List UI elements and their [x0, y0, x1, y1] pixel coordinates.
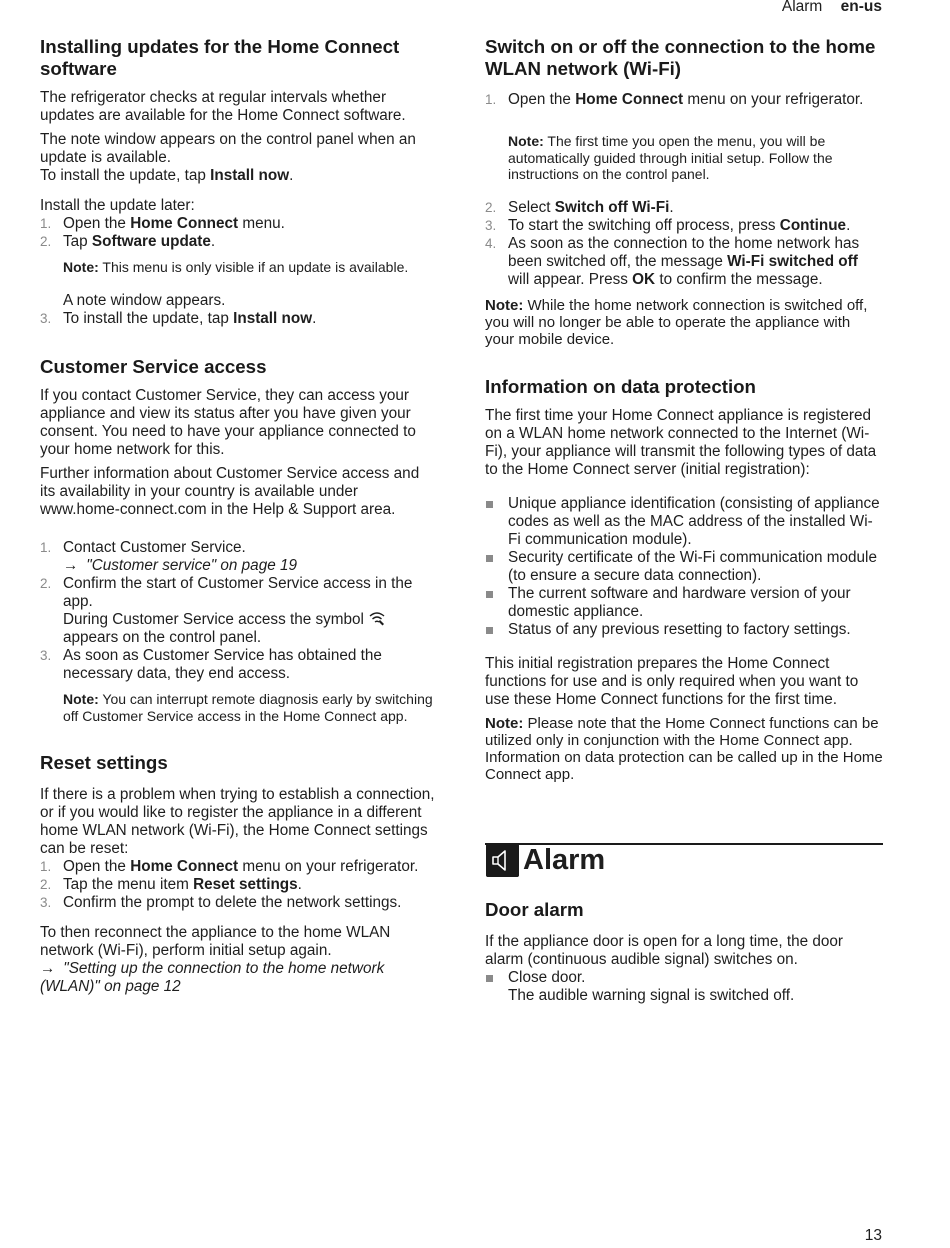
updates-note — [63, 259, 438, 276]
updates-step-2 — [40, 233, 438, 310]
data-bullet-item: Security certificate of the Wi-Fi communication module (to ensure a secure data connection). — [485, 549, 883, 585]
install-now-label: Install now — [210, 167, 290, 184]
text: The audible warning signal is switched off. — [508, 986, 795, 1004]
reset-paragraph-2: To then reconnect the appliance to the home WLAN network (Wi-Fi), perform initial setup again. — [40, 923, 391, 959]
text: Open the — [508, 91, 576, 108]
csa-step-1 — [40, 539, 438, 575]
text: To install the update, tap — [63, 309, 234, 327]
csa-cross-reference[interactable] — [63, 557, 297, 574]
step-number: 1. — [40, 216, 52, 231]
page-number: 13 — [864, 1227, 882, 1244]
note-text: This menu is only visible if an update is available. — [98, 259, 409, 275]
note-label: Note: — [485, 296, 524, 314]
text: Contact Customer Service. — [63, 539, 246, 556]
header-language: en-us — [840, 0, 882, 15]
software-update-label: Software update — [91, 233, 211, 250]
updates-paragraph-1: The refrigerator checks at regular intervals whether updates are available for the Home Connect software. — [40, 89, 406, 124]
text: As soon as Customer Service has obtained the necessary data, they end access. — [63, 647, 382, 682]
text: Close door. — [508, 968, 586, 986]
text: Tap — [63, 233, 92, 250]
wifi-step-1-note — [508, 133, 883, 183]
reset-step-1 — [40, 858, 438, 876]
step-number: 2. — [40, 234, 52, 249]
csa-paragraph-1: If you contact Customer Service, they can access your appliance and view its status after you have given your consent. You need to have your appliance connected to your home network for this. — [40, 387, 416, 458]
heading-door-alarm: Door alarm — [485, 899, 584, 920]
data-bullet-item: Status of any previous resetting to factory settings. — [485, 621, 883, 639]
wifi-step-2 — [485, 199, 883, 217]
text: To install the update, tap — [40, 167, 211, 184]
wifi-step-1 — [485, 91, 883, 183]
section-data-protection — [485, 376, 883, 784]
text: . — [669, 198, 674, 216]
door-alarm-list — [485, 969, 883, 1005]
text: . — [297, 875, 302, 893]
wifi-step-3 — [485, 217, 883, 235]
csa-step-3 — [40, 647, 438, 724]
data-paragraph-1: The first time your Home Connect appliance is registered on a WLAN home network connected to the Internet (Wi-Fi), your appliance will transmit the following types of data to the Home Connect server (initial registration): — [485, 407, 877, 478]
note-text: You can interrupt remote diagnosis early by switching off Customer Service access in the Home Connect app. — [63, 691, 433, 724]
step-number: 1. — [485, 92, 497, 107]
wifi-step-4 — [485, 235, 883, 289]
reset-step-3 — [40, 894, 438, 912]
text: Confirm the prompt to delete the network settings. — [63, 893, 402, 911]
heading-customer-service-access: Customer Service access — [40, 355, 267, 377]
home-connect-label: Home Connect — [130, 215, 239, 232]
reference-text: "Setting up the connection to the home network (WLAN)" on page 12 — [40, 959, 385, 995]
remote-service-icon — [368, 611, 386, 627]
section-installing-updates — [40, 36, 438, 328]
continue-label: Continue — [779, 216, 847, 234]
text: Tap the menu item — [63, 875, 194, 893]
home-connect-label: Home Connect — [575, 91, 684, 108]
section-alarm — [485, 843, 883, 1005]
updates-step-2-result: A note window appears. — [63, 291, 226, 309]
updates-step-3 — [40, 310, 438, 328]
door-alarm-paragraph: If the appliance door is open for a long time, the door alarm (continuous audible signal) switches on. — [485, 932, 844, 968]
wifi-switched-off-label: Wi-Fi switched off — [727, 252, 858, 270]
running-header — [782, 0, 882, 16]
home-connect-label: Home Connect — [130, 857, 239, 875]
heading-wifi-connection: Switch on or off the connection to the home WLAN network (Wi-Fi) — [485, 36, 876, 79]
text: . — [210, 233, 216, 250]
reset-step-2 — [40, 876, 438, 894]
switch-off-wifi-label: Switch off Wi-Fi — [554, 198, 670, 216]
door-alarm-bullet — [485, 969, 883, 1005]
step-number: 3. — [40, 310, 52, 326]
text: Open the — [63, 215, 131, 232]
text: menu on your refrigerator. — [238, 857, 419, 875]
note-text: While the home network connection is switched off, you will no longer be able to operate the appliance with your mobile device. — [485, 296, 868, 348]
note-text: Please note that the Home Connect functions can be utilized only in conjunction with the Home Connect app. Information on data protection can be called up in the Home Connect app. — [485, 715, 883, 783]
speaker-icon — [486, 844, 519, 877]
csa-step-2 — [40, 575, 438, 647]
note-label: Note: — [63, 259, 99, 275]
reset-steps — [40, 858, 438, 912]
text: . — [846, 216, 851, 234]
note-label: Note: — [485, 715, 524, 732]
text: menu. — [238, 215, 285, 232]
section-wifi-connection — [485, 36, 883, 348]
section-customer-service-access — [40, 356, 438, 725]
step-number: 2. — [485, 199, 497, 215]
arrow-icon: → — [40, 959, 56, 977]
reset-paragraph-1: If there is a problem when trying to establish a connection, or if you would like to register the appliance in a different home WLAN network (Wi-Fi), the Home Connect settings can be reset: — [40, 785, 435, 857]
updates-step-1 — [40, 215, 438, 233]
data-bullet-list — [485, 495, 883, 639]
reset-cross-reference[interactable] — [40, 960, 438, 996]
updates-paragraph-3 — [40, 167, 438, 185]
heading-reset-settings: Reset settings — [40, 752, 168, 773]
csa-note — [63, 691, 438, 724]
text: appears on the control panel. — [63, 629, 262, 646]
text: . — [289, 167, 294, 184]
step-number: 1. — [40, 540, 52, 555]
heading-data-protection: Information on data protection — [485, 375, 756, 397]
step-number: 3. — [40, 894, 52, 910]
wifi-note — [485, 297, 883, 348]
step-number: 2. — [40, 576, 52, 591]
arrow-icon: → — [63, 557, 79, 574]
alarm-chapter-heading — [485, 843, 883, 883]
reset-settings-label: Reset settings — [193, 875, 298, 893]
note-label: Note: — [63, 691, 99, 707]
left-column — [40, 36, 438, 996]
step-number: 2. — [40, 876, 52, 892]
text: Confirm the start of Customer Service access in the app. — [63, 575, 413, 610]
header-section: Alarm — [781, 0, 823, 15]
reference-text: "Customer service" on page 19 — [86, 557, 297, 574]
text: Open the — [63, 857, 131, 875]
text: will appear. Press — [508, 270, 633, 288]
text: To start the switching off process, press — [508, 216, 780, 234]
right-column — [485, 36, 883, 1005]
csa-steps — [40, 539, 438, 724]
text: Select — [508, 198, 555, 216]
updates-paragraph-4: Install the update later: — [40, 197, 195, 214]
section-reset-settings — [40, 752, 438, 996]
data-bullet-item: Unique appliance identification (consisting of appliance codes as well as the MAC address of the installed Wi-Fi communication module). — [485, 495, 883, 549]
text: During Customer Service access the symbol — [63, 611, 369, 628]
updates-steps — [40, 215, 438, 328]
step-number: 3. — [40, 648, 52, 663]
data-note — [485, 715, 883, 783]
heading-installing-updates: Installing updates for the Home Connect software — [40, 36, 400, 79]
install-now-label: Install now — [233, 309, 313, 327]
wifi-steps — [485, 91, 883, 289]
text: . — [312, 309, 317, 327]
step-number: 3. — [485, 217, 497, 233]
data-bullet-item: The current software and hardware version of your domestic appliance. — [485, 585, 883, 621]
alarm-chapter-title: Alarm — [523, 844, 606, 876]
step-number: 4. — [485, 235, 497, 251]
text: to confirm the message. — [655, 270, 823, 288]
note-label: Note: — [508, 133, 544, 149]
csa-paragraph-2: Further information about Customer Service access and its availability in your country is available under www.home-connect.com in the Help & Support area. — [40, 465, 420, 518]
step-number: 1. — [40, 858, 52, 874]
data-paragraph-2: This initial registration prepares the Home Connect functions for use and is only required when you want to use these Home Connect functions for the first time. — [485, 655, 859, 708]
updates-paragraph-2: The note window appears on the control panel when an update is available. — [40, 131, 416, 166]
ok-label: OK — [632, 270, 656, 288]
note-text: The first time you open the menu, you will be automatically guided through initial setup. Follow the instructions on the control panel. — [508, 133, 833, 182]
text: As soon as the connection to the home network has been switched off, the message — [508, 234, 860, 270]
text: menu on your refrigerator. — [683, 91, 864, 108]
